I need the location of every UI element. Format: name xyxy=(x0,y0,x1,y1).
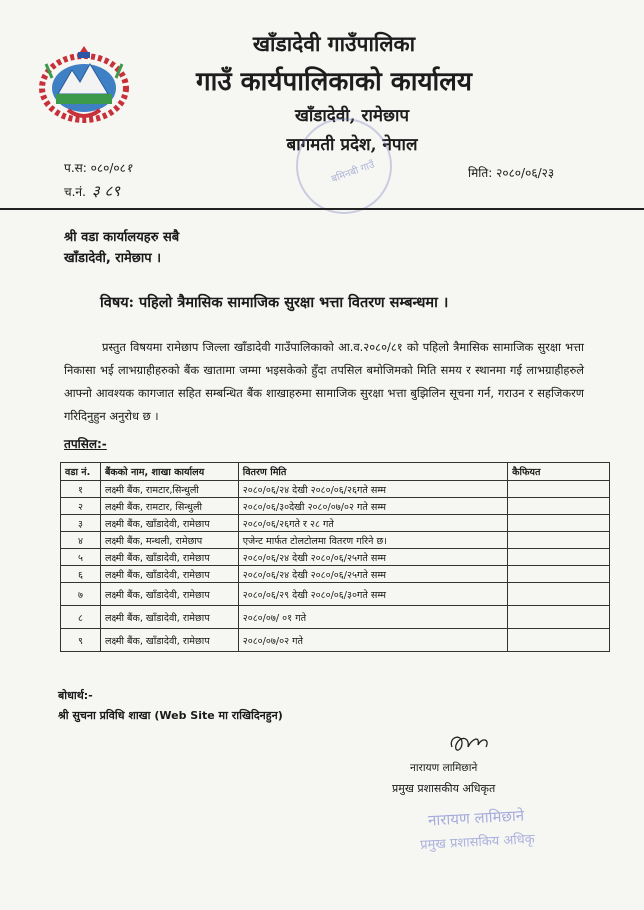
patra-sankhya-label: प.स: ०८०/०८ xyxy=(64,161,126,175)
ward-cell: ६ xyxy=(61,566,101,583)
bank-cell: लक्ष्मी बैंक, खाँडादेवी, रामेछाप xyxy=(100,566,238,583)
col-header-bank: बैंकको नाम, शाखा कार्यालय xyxy=(100,463,238,481)
date-cell: २०८०/०६/२४ देखी २०८०/०६/२६गते सम्म xyxy=(238,481,507,498)
chalani-number-handwritten: ३ ८९ xyxy=(91,182,121,200)
remarks-cell xyxy=(508,498,610,515)
chalani-number-label: च.नं. xyxy=(64,185,86,199)
table-row xyxy=(61,498,610,515)
remarks-cell xyxy=(508,583,610,606)
ward-cell: ३ xyxy=(61,515,101,532)
col-header-remarks: कैफियत xyxy=(508,463,610,481)
signature-icon xyxy=(446,729,494,759)
ward-cell: २ xyxy=(61,498,101,515)
date-cell: २०८०/०६/२४ देखी २०८०/०६/२५गते सम्म xyxy=(238,549,507,566)
details-heading: तपसिल:- xyxy=(64,437,107,451)
ward-cell: ८ xyxy=(61,606,101,629)
bank-cell: लक्ष्मी बैंक, रामटार,सिन्धुली xyxy=(100,481,238,498)
chalani-number xyxy=(64,181,120,201)
remarks-cell xyxy=(508,481,610,498)
remarks-cell xyxy=(508,629,610,652)
ward-cell: ४ xyxy=(61,532,101,549)
cc-heading: बोधार्थ:- xyxy=(58,689,93,702)
col-header-ward: वडा नं. xyxy=(61,463,101,481)
table-row xyxy=(61,515,610,532)
name-seal-line-2: प्रमुख प्रशासकिय अधिकृ xyxy=(419,832,536,853)
addressee-line-1: श्री वडा कार्यालयहरु सबै xyxy=(64,230,180,245)
table-row xyxy=(61,481,610,498)
ward-cell: १ xyxy=(61,481,101,498)
table-row xyxy=(61,629,610,652)
remarks-cell xyxy=(508,549,610,566)
date-cell: २०८०/०६/२९ देखी २०८०/०६/३०गते सम्म xyxy=(238,583,507,606)
office-name: गाउँ कार्यपालिकाको कार्यालय xyxy=(196,67,472,97)
ward-cell: ५ xyxy=(61,549,101,566)
patra-sankhya xyxy=(64,159,132,176)
signatory-name: नारायण लामिछाने xyxy=(410,762,478,774)
date-cell: २०८०/०६/२४ देखी २०८०/०६/२५गते सम्म xyxy=(238,566,507,583)
table-row xyxy=(61,566,610,583)
municipality-name: खाँडादेवी गाउँपालिका xyxy=(252,31,416,56)
letter-subject: विषय: पहिलो त्रैमासिक सामाजिक सुरक्षा भत्ता वितरण सम्बन्धमा । xyxy=(100,294,449,311)
bank-cell: लक्ष्मी बैंक, खाँडादेवी, रामेछाप xyxy=(100,515,238,532)
table-row xyxy=(61,532,610,549)
remarks-cell xyxy=(508,566,610,583)
distribution-table xyxy=(60,462,610,652)
table-header-row xyxy=(61,463,610,481)
date-cell: २०८०/०७/ ०१ गते xyxy=(238,606,507,629)
office-location: खाँडादेवी, रामेछाप xyxy=(294,106,410,126)
remarks-cell xyxy=(508,606,610,629)
bank-cell: लक्ष्मी बैंक, खाँडादेवी, रामेछाप xyxy=(100,629,238,652)
ward-cell: ९ xyxy=(61,629,101,652)
header-divider xyxy=(0,208,644,210)
bank-cell: लक्ष्मी बैंक, खाँडादेवी, रामेछाप xyxy=(100,606,238,629)
col-header-date: वितरण मिति xyxy=(238,463,507,481)
name-seal-line-1: नारायण लामिछाने xyxy=(427,806,525,830)
letter-date: मिति: २०८०/०६/२३ xyxy=(468,166,555,180)
bank-cell: लक्ष्मी बैंक, खाँडादेवी, रामेछाप xyxy=(100,549,238,566)
table-row xyxy=(61,606,610,629)
remarks-cell xyxy=(508,515,610,532)
date-cell: एजेन्ट मार्फत टोलटोलमा वितरण गरिने छ। xyxy=(238,532,507,549)
ward-cell: ७ xyxy=(61,583,101,606)
remarks-cell xyxy=(508,532,610,549)
bank-cell: लक्ष्मी बैंक, रामटार, सिन्धुली xyxy=(100,498,238,515)
bank-cell: लक्ष्मी बैंक, खाँडादेवी, रामेछाप xyxy=(100,583,238,606)
signatory-title: प्रमुख प्रशासकीय अधिकृत xyxy=(392,782,496,795)
cc-recipient: श्री सुचना प्रविधि शाखा (Web Site मा राखिदिनहुन) xyxy=(58,709,283,722)
table-row xyxy=(61,583,610,606)
date-cell: २०८०/०७/०२ गते xyxy=(238,629,507,652)
patra-sankhya-handwritten: १ xyxy=(125,161,133,175)
date-cell: २०८०/०६/३०देखी २०८०/०७/०२ गते सम्म xyxy=(238,498,507,515)
addressee-line-2: खाँडादेवी, रामेछाप । xyxy=(64,251,162,266)
office-stamp-text: बमिनबी गाउँ xyxy=(329,159,377,186)
date-cell: २०८०/०६/२६गते र २८ गते xyxy=(238,515,507,532)
office-province: बागमती प्रदेश, नेपाल xyxy=(286,135,418,155)
letter-body: प्रस्तुत विषयमा रामेछाप जिल्ला खाँडादेवी गाउँपालिकाको आ.व.२०८०/८१ को पहिलो त्रैमासिक सामाजिक सुरक्षा भत्ता निकासा भई लाभग्राहीहरुको बैंक खातामा जम्मा भइसकेको हुँदा तपसिल बमोजिमको मिति समय र स्थानमा गई लाभग्राहीहरुले आफ्नो आवश्यक कागजात सहित सम्बन्धित बैंक शाखाहरुमा सामाजिक सुरक्षा भत्ता बुझिलिन सूचना गर्न, गराउन र सहजिकरण गरिदिनुहुन अनुरोध छ । xyxy=(64,340,584,423)
bank-cell: लक्ष्मी बैंक, मन्थली, रामेछाप xyxy=(100,532,238,549)
table-row xyxy=(61,549,610,566)
